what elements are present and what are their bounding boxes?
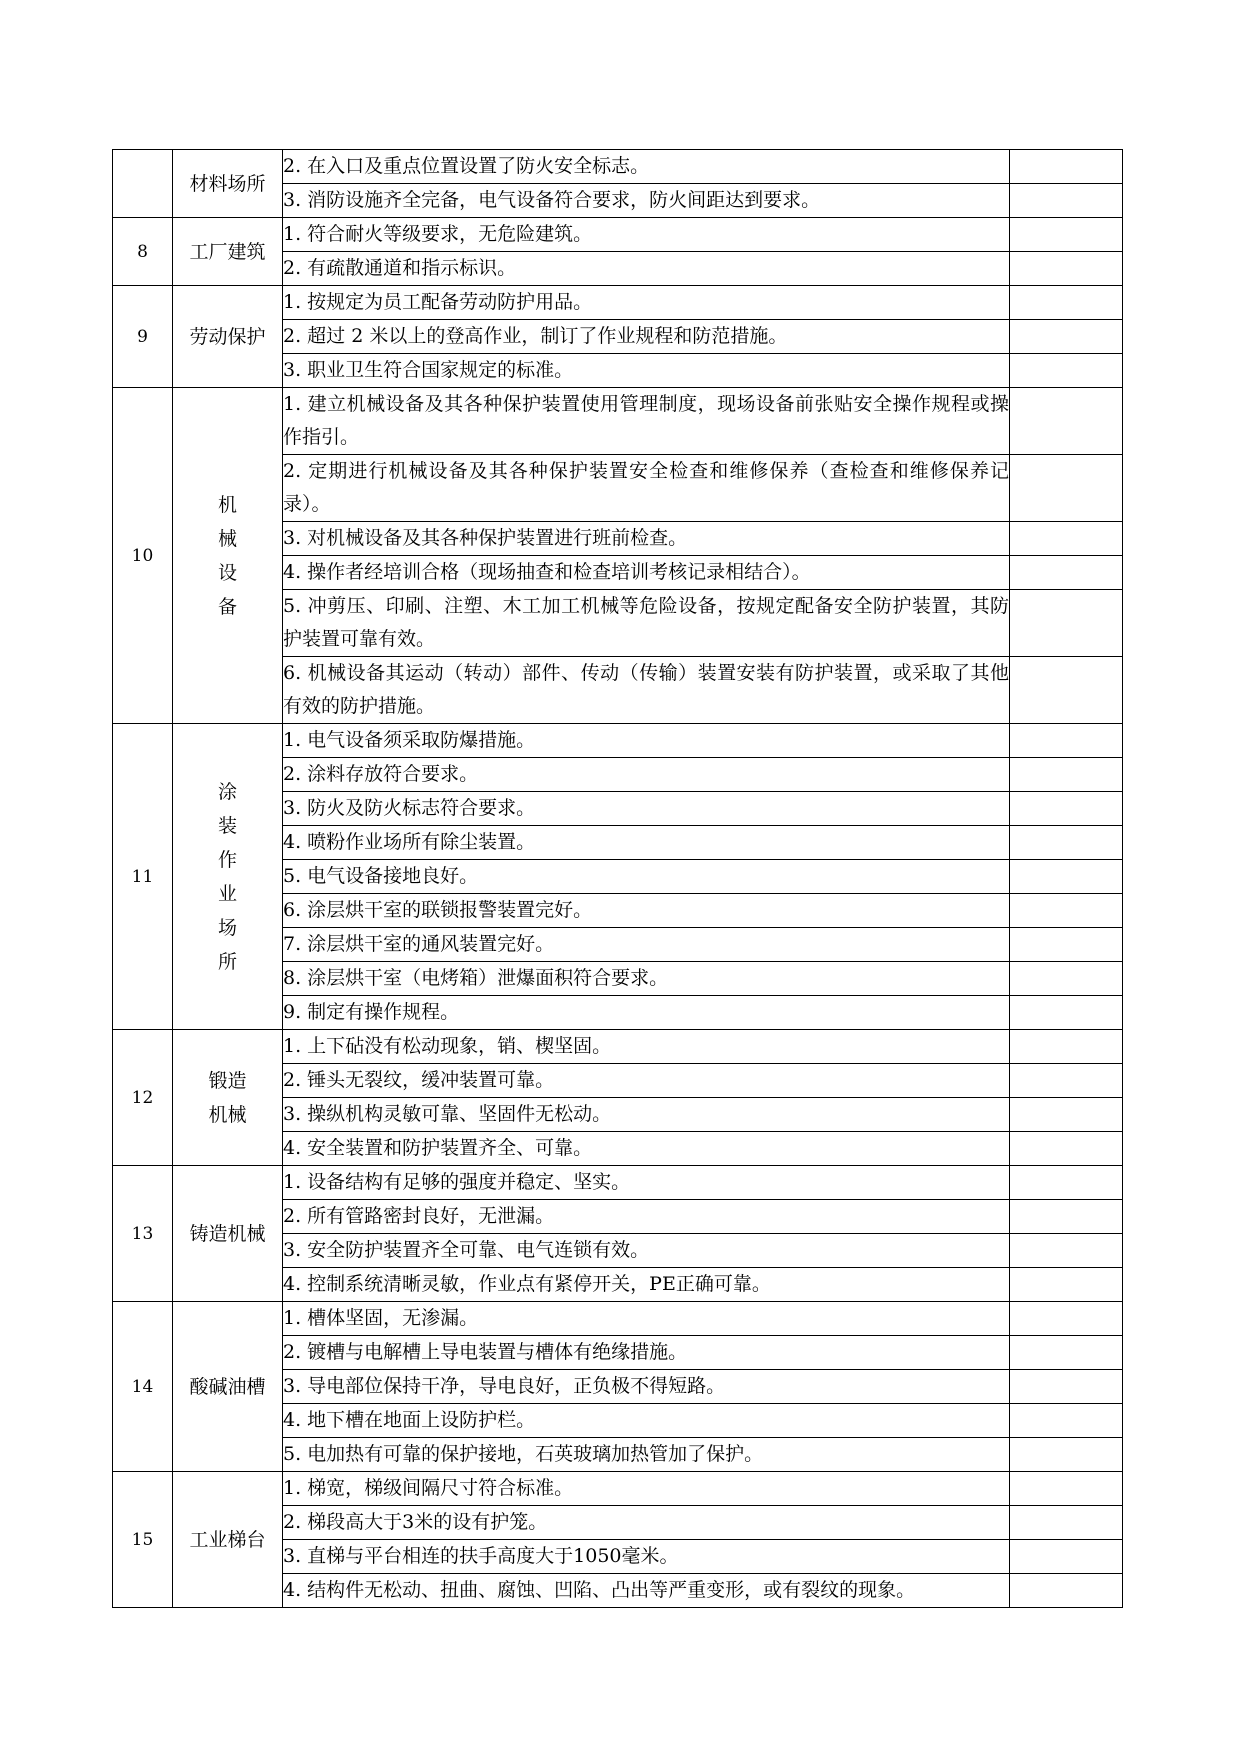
table-row bbox=[113, 1030, 1123, 1064]
check-result-cell[interactable] bbox=[1010, 996, 1123, 1030]
category-cell bbox=[173, 388, 283, 724]
item-number-cell: 13 bbox=[113, 1166, 173, 1302]
check-result-cell[interactable] bbox=[1010, 1268, 1123, 1302]
check-result-cell[interactable] bbox=[1010, 218, 1123, 252]
item-number-cell: 11 bbox=[113, 724, 173, 1030]
check-result-cell[interactable] bbox=[1010, 286, 1123, 320]
check-result-cell[interactable] bbox=[1010, 1132, 1123, 1166]
check-result-cell[interactable] bbox=[1010, 1370, 1123, 1404]
check-item-text: 2. 锤头无裂纹，缓冲装置可靠。 bbox=[283, 1064, 1010, 1098]
check-item-text: 1. 符合耐火等级要求，无危险建筑。 bbox=[283, 218, 1010, 252]
inspection-checklist-table bbox=[112, 149, 1123, 1608]
check-item-text: 8. 涂层烘干室（电烤箱）泄爆面积符合要求。 bbox=[283, 962, 1010, 996]
item-number-cell: 12 bbox=[113, 1030, 173, 1166]
check-result-cell[interactable] bbox=[1010, 1438, 1123, 1472]
check-item-text: 3. 操纵机构灵敏可靠、坚固件无松动。 bbox=[283, 1098, 1010, 1132]
check-result-cell[interactable] bbox=[1010, 1200, 1123, 1234]
item-number-cell: 10 bbox=[113, 388, 173, 724]
check-item-text: 2. 定期进行机械设备及其各种保护装置安全检查和维修保养（查检查和维修保养记录）。 bbox=[283, 455, 1010, 522]
category-cell bbox=[173, 218, 283, 286]
check-item-text: 4. 控制系统清晰灵敏，作业点有紧停开关，PE正确可靠。 bbox=[283, 1268, 1010, 1302]
check-item-text: 4. 安全装置和防护装置齐全、可靠。 bbox=[283, 1132, 1010, 1166]
check-item-text: 1. 槽体坚固，无渗漏。 bbox=[283, 1302, 1010, 1336]
item-number-cell: 15 bbox=[113, 1472, 173, 1608]
check-item-text: 7. 涂层烘干室的通风装置完好。 bbox=[283, 928, 1010, 962]
check-result-cell[interactable] bbox=[1010, 1302, 1123, 1336]
check-item-text: 3. 导电部位保持干净，导电良好，正负极不得短路。 bbox=[283, 1370, 1010, 1404]
check-result-cell[interactable] bbox=[1010, 1404, 1123, 1438]
check-item-text: 2. 在入口及重点位置设置了防火安全标志。 bbox=[283, 150, 1010, 184]
check-result-cell[interactable] bbox=[1010, 252, 1123, 286]
table-body bbox=[113, 150, 1123, 1608]
check-result-cell[interactable] bbox=[1010, 657, 1123, 724]
item-number-cell: 9 bbox=[113, 286, 173, 388]
category-cell bbox=[173, 724, 283, 1030]
category-cell bbox=[173, 1030, 283, 1166]
check-result-cell[interactable] bbox=[1010, 1166, 1123, 1200]
check-result-cell[interactable] bbox=[1010, 928, 1123, 962]
category-label: 锻造机械 bbox=[208, 1069, 247, 1126]
check-result-cell[interactable] bbox=[1010, 894, 1123, 928]
item-number-cell: 14 bbox=[113, 1302, 173, 1472]
check-item-text: 1. 梯宽，梯级间隔尺寸符合标准。 bbox=[283, 1472, 1010, 1506]
category-label: 机械设备 bbox=[217, 493, 237, 618]
check-item-text: 2. 超过 2 米以上的登高作业，制订了作业规程和防范措施。 bbox=[283, 320, 1010, 354]
check-result-cell[interactable] bbox=[1010, 724, 1123, 758]
check-result-cell[interactable] bbox=[1010, 354, 1123, 388]
check-item-text: 2. 梯段高大于3米的设有护笼。 bbox=[283, 1506, 1010, 1540]
check-result-cell[interactable] bbox=[1010, 1030, 1123, 1064]
check-result-cell[interactable] bbox=[1010, 150, 1123, 184]
check-item-text: 6. 机械设备其运动（转动）部件、传动（传输）装置安装有防护装置，或采取了其他有效的防护措施。 bbox=[283, 657, 1010, 724]
check-result-cell[interactable] bbox=[1010, 1098, 1123, 1132]
check-item-text: 2. 所有管路密封良好，无泄漏。 bbox=[283, 1200, 1010, 1234]
category-label: 材料场所 bbox=[189, 172, 266, 195]
check-result-cell[interactable] bbox=[1010, 1234, 1123, 1268]
check-item-text: 6. 涂层烘干室的联锁报警装置完好。 bbox=[283, 894, 1010, 928]
check-item-text: 5. 电加热有可靠的保护接地，石英玻璃加热管加了保护。 bbox=[283, 1438, 1010, 1472]
check-item-text: 2. 镀槽与电解槽上导电装置与槽体有绝缘措施。 bbox=[283, 1336, 1010, 1370]
category-label: 劳动保护 bbox=[189, 325, 266, 348]
check-result-cell[interactable] bbox=[1010, 522, 1123, 556]
check-result-cell[interactable] bbox=[1010, 860, 1123, 894]
check-item-text: 4. 结构件无松动、扭曲、腐蚀、凹陷、凸出等严重变形，或有裂纹的现象。 bbox=[283, 1574, 1010, 1608]
table-row bbox=[113, 724, 1123, 758]
check-result-cell[interactable] bbox=[1010, 556, 1123, 590]
check-result-cell[interactable] bbox=[1010, 184, 1123, 218]
check-item-text: 3. 安全防护装置齐全可靠、电气连锁有效。 bbox=[283, 1234, 1010, 1268]
check-result-cell[interactable] bbox=[1010, 1540, 1123, 1574]
check-result-cell[interactable] bbox=[1010, 962, 1123, 996]
category-label: 酸碱油槽 bbox=[189, 1375, 266, 1398]
table-row bbox=[113, 286, 1123, 320]
check-item-text: 3. 直梯与平台相连的扶手高度大于1050毫米。 bbox=[283, 1540, 1010, 1574]
check-result-cell[interactable] bbox=[1010, 1506, 1123, 1540]
check-item-text: 1. 建立机械设备及其各种保护装置使用管理制度，现场设备前张贴安全操作规程或操作指引。 bbox=[283, 388, 1010, 455]
category-label: 铸造机械 bbox=[189, 1222, 266, 1245]
check-item-text: 3. 防火及防火标志符合要求。 bbox=[283, 792, 1010, 826]
category-label: 工业梯台 bbox=[189, 1528, 266, 1551]
check-item-text: 3. 职业卫生符合国家规定的标准。 bbox=[283, 354, 1010, 388]
check-item-text: 1. 上下砧没有松动现象，销、楔坚固。 bbox=[283, 1030, 1010, 1064]
table-row bbox=[113, 218, 1123, 252]
category-label: 涂装作业场所 bbox=[217, 780, 237, 973]
category-label: 工厂建筑 bbox=[189, 240, 266, 263]
check-result-cell[interactable] bbox=[1010, 1064, 1123, 1098]
check-result-cell[interactable] bbox=[1010, 758, 1123, 792]
category-cell bbox=[173, 1166, 283, 1302]
item-number-cell bbox=[113, 150, 173, 218]
check-result-cell[interactable] bbox=[1010, 1472, 1123, 1506]
check-item-text: 3. 对机械设备及其各种保护装置进行班前检查。 bbox=[283, 522, 1010, 556]
check-result-cell[interactable] bbox=[1010, 792, 1123, 826]
check-result-cell[interactable] bbox=[1010, 1574, 1123, 1608]
check-item-text: 5. 电气设备接地良好。 bbox=[283, 860, 1010, 894]
check-item-text: 5. 冲剪压、印刷、注塑、木工加工机械等危险设备，按规定配备安全防护装置，其防护装置可靠有效。 bbox=[283, 590, 1010, 657]
table-row bbox=[113, 1472, 1123, 1506]
check-item-text: 2. 涂料存放符合要求。 bbox=[283, 758, 1010, 792]
item-number-cell: 8 bbox=[113, 218, 173, 286]
table-row bbox=[113, 150, 1123, 184]
table-row bbox=[113, 1302, 1123, 1336]
table-row bbox=[113, 388, 1123, 455]
category-cell bbox=[173, 1472, 283, 1608]
check-item-text: 1. 设备结构有足够的强度并稳定、坚实。 bbox=[283, 1166, 1010, 1200]
check-result-cell[interactable] bbox=[1010, 455, 1123, 522]
check-result-cell[interactable] bbox=[1010, 1336, 1123, 1370]
check-item-text: 2. 有疏散通道和指示标识。 bbox=[283, 252, 1010, 286]
category-cell bbox=[173, 1302, 283, 1472]
check-result-cell[interactable] bbox=[1010, 320, 1123, 354]
check-item-text: 4. 地下槽在地面上设防护栏。 bbox=[283, 1404, 1010, 1438]
check-item-text: 4. 操作者经培训合格（现场抽查和检查培训考核记录相结合）。 bbox=[283, 556, 1010, 590]
check-item-text: 9. 制定有操作规程。 bbox=[283, 996, 1010, 1030]
check-result-cell[interactable] bbox=[1010, 826, 1123, 860]
check-item-text: 4. 喷粉作业场所有除尘装置。 bbox=[283, 826, 1010, 860]
check-result-cell[interactable] bbox=[1010, 388, 1123, 455]
check-item-text: 1. 按规定为员工配备劳动防护用品。 bbox=[283, 286, 1010, 320]
check-result-cell[interactable] bbox=[1010, 590, 1123, 657]
check-item-text: 1. 电气设备须采取防爆措施。 bbox=[283, 724, 1010, 758]
category-cell bbox=[173, 286, 283, 388]
table-row bbox=[113, 1166, 1123, 1200]
category-cell bbox=[173, 150, 283, 218]
check-item-text: 3. 消防设施齐全完备，电气设备符合要求，防火间距达到要求。 bbox=[283, 184, 1010, 218]
